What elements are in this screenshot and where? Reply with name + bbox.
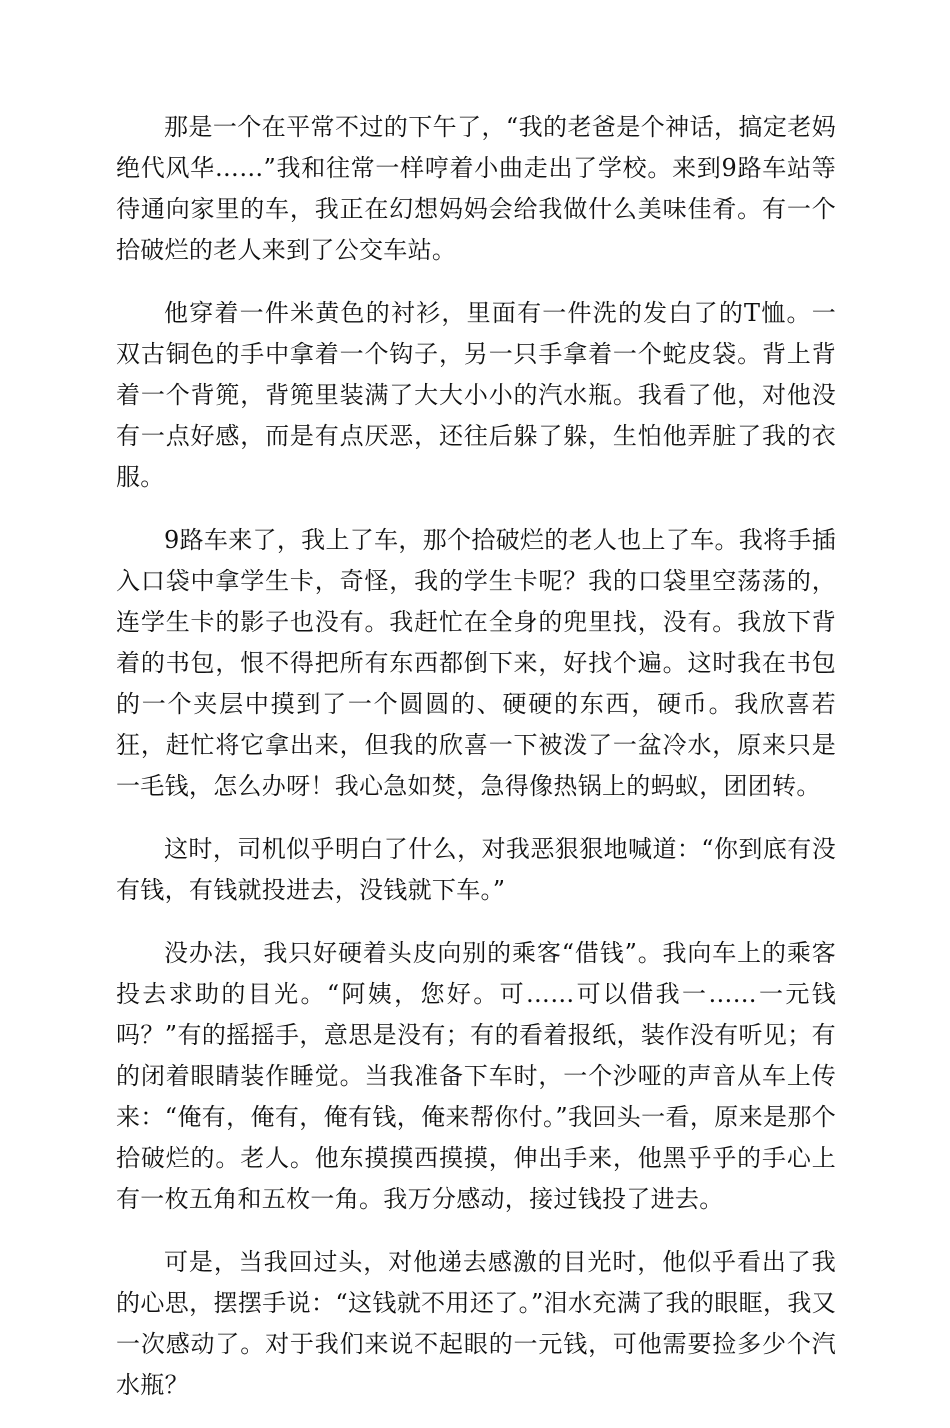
document-body xyxy=(116,107,836,1428)
paragraph-2: 他穿着一件米黄色的衬衫，里面有一件洗的发白了的T恤。一双古铜色的手中拿着一个钩子，另一只手拿着一个蛇皮袋。背上背着一个背篼，背篼里装满了大大小小的汽水瓶。我看了他，对他没有一点好感，而是有点厌恶，还往后躲了躲，生怕他弄脏了我的衣服。 xyxy=(116,299,836,491)
paragraph-4: 这时，司机似乎明白了什么，对我恶狠狠地喊道：“你到底有没有钱，有钱就投进去，没钱就下车。” xyxy=(116,835,836,904)
paragraph-5: 没办法，我只好硬着头皮向别的乘客“借钱”。我向车上的乘客投去求助的目光。“阿姨，您好。可……可以借我一……一元钱吗？”有的摇摇手，意思是没有；有的看着报纸，装作没有听见；有的闭着眼睛装作睡觉。当我准备下车时，一个沙哑的声音从车上传来：“俺有，俺有，俺有钱，俺来帮你付。”我回头一看，原来是那个拾破烂的。老人。他东摸摸西摸摸，伸出手来，他黑乎乎的手心上有一枚五角和五枚一角。我万分感动，接过钱投了进去。 xyxy=(116,939,836,1213)
paragraph-3: 9路车来了，我上了车，那个拾破烂的老人也上了车。我将手插入口袋中拿学生卡，奇怪，我的学生卡呢？我的口袋里空荡荡的，连学生卡的影子也没有。我赶忙在全身的兜里找，没有。我放下背着的书包，恨不得把所有东西都倒下来，好找个遍。这时我在书包的一个夹层中摸到了一个圆圆的、硬硬的东西，硬币。我欣喜若狂，赶忙将它拿出来，但我的欣喜一下被泼了一盆冷水，原来只是一毛钱，怎么办呀！我心急如焚，急得像热锅上的蚂蚁，团团转。 xyxy=(116,526,836,800)
paragraph-6: 可是，当我回过头，对他递去感激的目光时，他似乎看出了我的心思，摆摆手说：“这钱就不用还了。”泪水充满了我的眼眶，我又一次感动了。对于我们来说不起眼的一元钱，可他需要捡多少个汽水瓶？ xyxy=(116,1248,836,1399)
paragraph-1: 那是一个在平常不过的下午了，“我的老爸是个神话，搞定老妈绝代风华……”我和往常一样哼着小曲走出了学校。来到9路车站等待通向家里的车，我正在幻想妈妈会给我做什么美味佳肴。有一个拾破烂的老人来到了公交车站。 xyxy=(116,113,836,264)
